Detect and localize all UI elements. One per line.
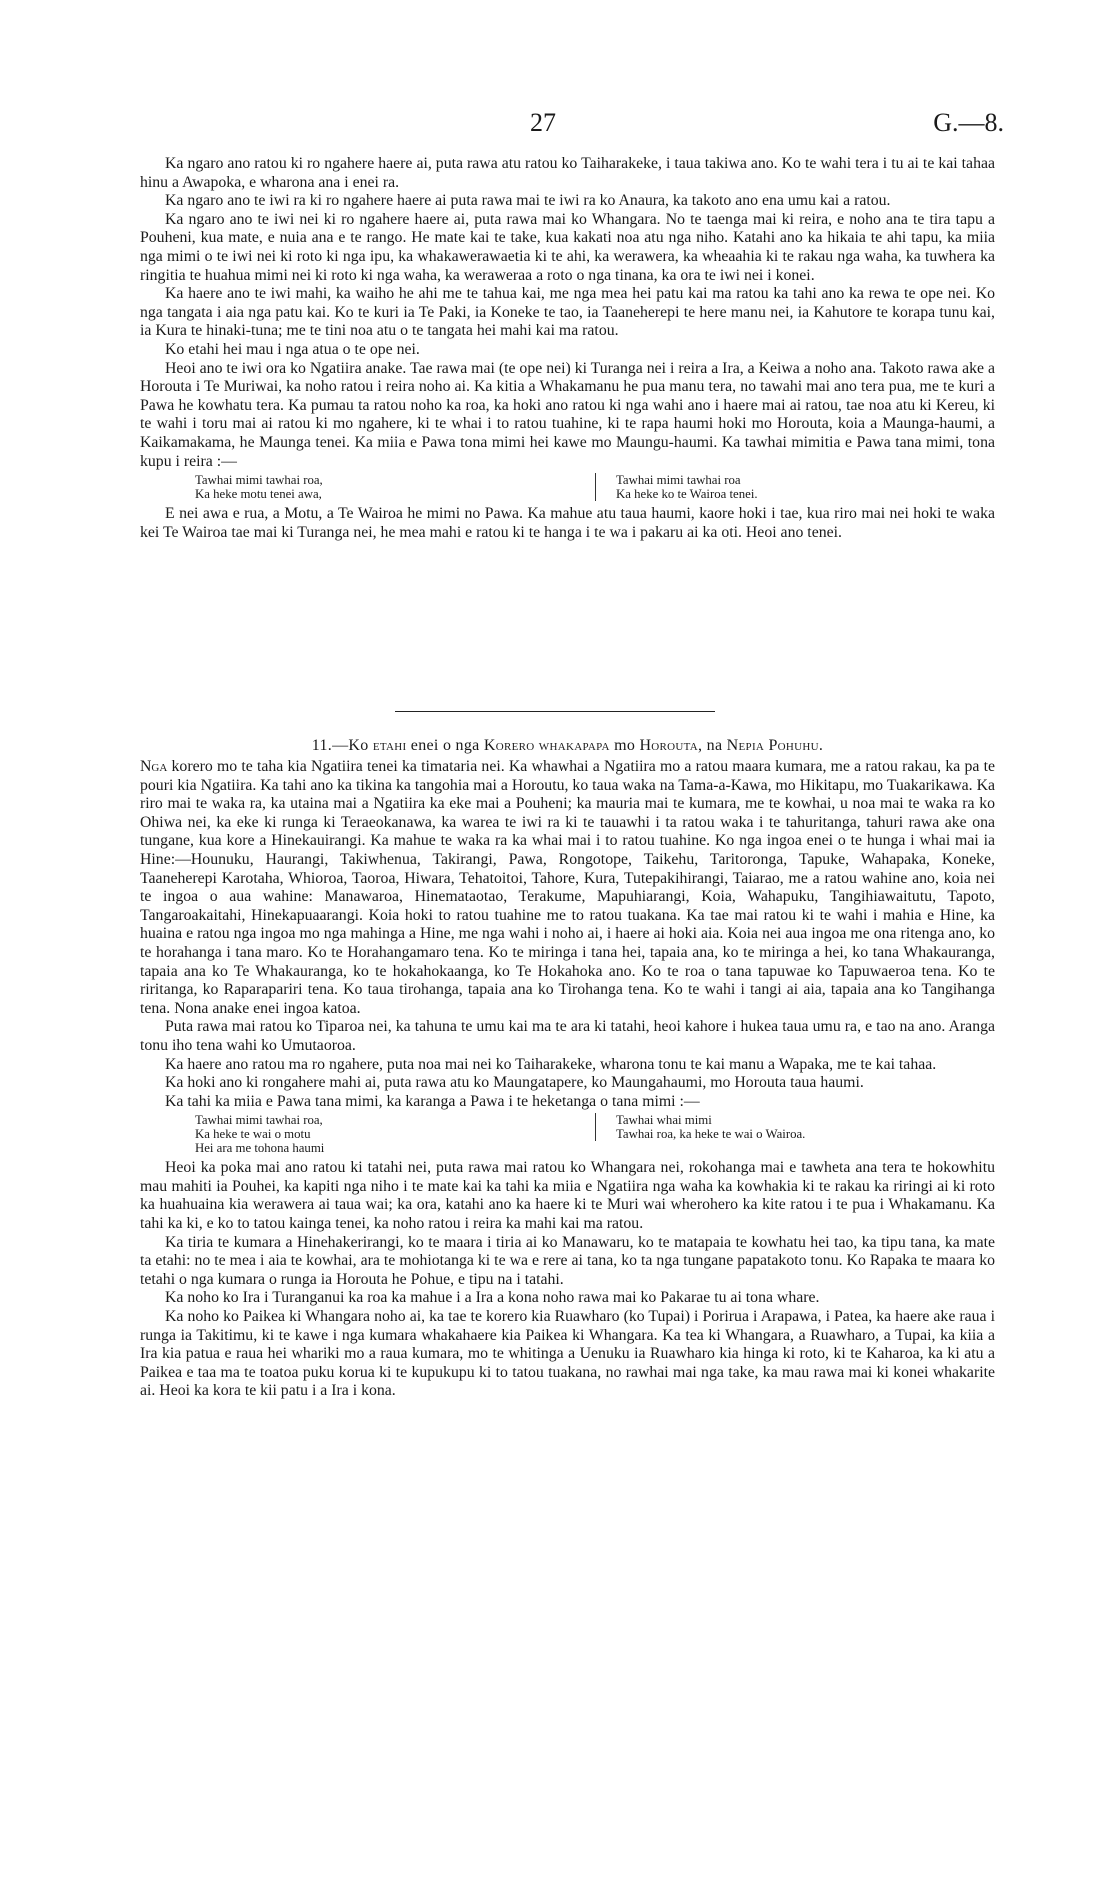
- paragraph: Ka noho ko Ira i Turanganui ka roa ka mahue i a Ira a kona noho rawa mai ko Pakarae tu ai tona whare.: [165, 1289, 820, 1307]
- chant-line: Hei ara me tohona haumi: [195, 1141, 325, 1156]
- chant-line: Tawhai mimi tawhai roa: [616, 473, 741, 488]
- section-heading: [140, 736, 995, 756]
- heading-text: etahi: [372, 737, 407, 754]
- heading-text: 11.—Ko: [311, 737, 369, 754]
- part-two: [140, 736, 995, 1401]
- document-reference: G.—8.: [933, 108, 1004, 137]
- chant-line: Tawhai whai mimi: [616, 1113, 712, 1128]
- heading-text: Horouta: [639, 737, 699, 754]
- chant-line: Ka heke motu tenei awa,: [195, 487, 322, 502]
- paragraph: Ka haere ano te iwi mahi, ka waiho he ahi me te tahua kai, me nga mea hei patu kai ma ratou ka tahi ano ka rewa te ope nei. Ko nga tangata i aia nga patu kai. Ko te kuri ia Te Paki, ia Koneke te tao, ia Taaneherepi te here manu nei, ia Kahutore te korapa tunu kai, ia Kura te hinaki-tuna; me te tini noa atu o te tangata hei mahi kai ma ratou.: [140, 285, 995, 340]
- lead-in-word: Nga: [140, 758, 168, 775]
- heading-text: Nepia Pohuhu: [726, 737, 819, 754]
- paragraph: Ka ngaro ano te iwi nei ki ro ngahere haere ai, puta rawa mai ko Whangara. No te taenga mai ki reira, e noho ana te tira tapu a Pouheni, kua mate, e nuia ana e te rango. He mate kai te take, kua kakati noa atu nga niho. Katahi ano ka hikaia te ahi tapu, ka miia nga mimi o te iwi nei ki roto ki nga ipu, ka whakawerawaetia ki te ahi, ka werawera, ka wheaahia ki te rakau nga waha, ka tuwhera ka ringitia te huahua mimi nei ki roto ki nga waha, ka weraweraa a roto o nga tinana, ka ora te iwi nei i konei.: [140, 210, 995, 284]
- paragraph: Ka ngaro ano ratou ki ro ngahere haere ai, puta rawa atu ratou ko Taiharakeke, i taua takiwa ano. Ko te wahi tera i tu ai te kai tahaa hinu a Awapoka, e wharona ana i enei ra.: [140, 155, 995, 191]
- heading-text: .: [818, 737, 824, 754]
- paragraph: Ko etahi hei mau i nga atua o te ope nei.: [165, 340, 420, 358]
- chant-line: Tawhai mimi tawhai roa,: [195, 1113, 323, 1128]
- chant-verse: [140, 1113, 995, 1155]
- chant-line: Tawhai mimi tawhai roa,: [195, 473, 323, 488]
- section-divider: [395, 711, 715, 712]
- paragraph: Ka ngaro ano te iwi ra ki ro ngahere haere ai puta rawa mai te iwi ra ko Anaura, ka takoto ano ena umu kai a ratou.: [165, 192, 891, 210]
- chant-line: Ka heke te wai o motu: [195, 1127, 311, 1142]
- paragraph: E nei awa e rua, a Motu, a Te Wairoa he mimi no Pawa. Ka mahue atu taua haumi, kaore hoki i tae, kua riro mai nei hoki te waka kei Te Wairoa tae mai ki Turanga nei, he mea mahi e ratou ki te hanga i te wa i pakaru ai ka oti. Heoi ano tenei.: [140, 505, 995, 541]
- chant-left-column: [140, 473, 595, 501]
- paragraph: Puta rawa mai ratou ko Tiparoa nei, ka tahuna te umu kai ma te ara ki tatahi, heoi kahore i hukea taua umu ra, e tao na ano. Aranga tonu iho tena wahi ko Umutaoroa.: [140, 1018, 995, 1054]
- paragraph: Ka hoki ano ki rongahere mahi ai, puta rawa atu ko Maungatapere, ko Maungahaumi, mo Horouta taua haumi.: [165, 1074, 864, 1092]
- chant-line: Tawhai roa, ka heke te wai o Wairoa.: [616, 1127, 806, 1142]
- chant-verse: [140, 473, 995, 501]
- chant-right-column: [595, 473, 758, 501]
- paragraph: Ka noho ko Paikea ki Whangara noho ai, ka tae te korero kia Ruawharo (ko Tupai) i Porirua i Arapawa, i Patea, ka haere ake raua i runga ia Takitimu, ki te kawe i nga kumara whakahaere kia Paikea ki Whangara. Ka tea ki Whangara, a Ruawharo, a Tupai, ka kiia a Ira kia patua e raua hei whariki mo a raua kumara, mo te whitinga a Uenuku ia Ruawharo kia hinga ki roto, ki te Kaharoa, ka ki atu a Paikea e taa ma te toatoa puku korua ki te kupukupu ki to tatou tuakana, no rawhai mai nga take, ka mau rawa mai ki konei whakarite ai. Heoi ka kora te kii patu i a Ira i kona.: [140, 1308, 995, 1400]
- paragraph: Ka haere ano ratou ma ro ngahere, puta noa mai nei ko Taiharakeke, wharona tonu te kai manu a Wapaka, me te kai tahaa.: [165, 1055, 937, 1073]
- part-one: [140, 155, 995, 542]
- chant-left-column: [140, 1113, 595, 1155]
- paragraph: Ka tahi ka miia e Pawa tana mimi, ka karanga a Pawa i te heketanga o tana mimi :—: [165, 1092, 700, 1110]
- paragraph: Ka tiria te kumara a Hinehakerirangi, ko te maara i tiria ai ko Manawaru, ko te matapaia te kowhatu hei tao, ka tipu tana, ka mate ta etahi: no te mea i aia te kowhai, ara te mohiotanga ki te wa e rere ai tana, ko ta nga tungane papatakoto tonu. Ko Rapaka te maara ko tetahi o nga kumara o runga ia Horouta he Pohue, e tipu na i tatahi.: [140, 1233, 995, 1288]
- page-header: [0, 108, 1114, 148]
- heading-text: Korero whakapapa: [483, 737, 610, 754]
- chant-line: Ka heke ko te Wairoa tenei.: [616, 487, 758, 502]
- paragraph-body: korero mo te taha kia Ngatiira tenei ka timataria nei. Ka whawhai a Ngatiira mo a ratou maara kumara, me a ratou rakau, ka pa te pouri kia Ngatiira. Ka tahi ano ka tikina ka tangohia mai a Horoutu, ko taua waka na Tama-a-Kawa, mo Hikitapu, mo Tuakarikawa. Ka riro mai te waka ra, ka utaina mai a Ngatiira ka eke mai a Pouheni; ka mauria mai te kumara, me te kowhai, u noa mai te waka ra ko Ohiwa nei, ka eke ki runga ki Teraeokanawa, ka warea te iwi ra ki te tauawhi i ta ratou waka i te tahuritanga, tahuri rawa ake ona tungane, kua kore a Hinekauirangi. Ka mahue te waka ra ka whai mai i to ratou tuahine. Ko nga ingoa enei o te hunga i whai mai ia Hine:—Hounuku, Haurangi, Takiwhenua, Takirangi, Pawa, Rongotope, Taikehu, Taritoronga, Tapuke, Wahapaka, Koneke, Taaneherepi Karotaha, Whioroa, Taoroa, Hiwara, Tehatoitoi, Tahore, Kura, Tutepakihirangi, Taiarao, me a ratou wahine ano, koia nei te ingoa o aua wahine: Manawaroa, Hinemataotao, Terakume, Mapuhiarangi, Koia, Wahapuku, Tangihiawaitutu, Tapoto, Tangaroakaitahi, Hinekapuaarangi. Koia hoki to ratou tuahine me to ratou tuakana. Ka tae mai ratou ki te wahi i mahia e Hine, ka huaina e ratou nga ingoa mo nga mahinga a Hine, me nga wahi i noho ai, i haere ai hoki aia. Koia nei aua ingoa me ona ritenga ano, ko te horahanga i tana maro. Ko te Horahangamaro tena. Ko te miringa i tana hei, tapaia ana, ko te miringa a hei, ko tana Whakauranga, tapaia ana ko Te Whakauranga, ko te hokahokaanga, ko Te Hokahoka ano. Ko te roa o tana tapuwae ko Tapuwaeroa tena. Ko te riritanga, ko Raparapariri tena. Ko taua tirohanga, tapaia ana ko Tirohanga tena. Ko te wahi i tangi ai aia, tapaia ana ko Tangihanga tena. Nona anake enei ingoa katoa.: [140, 758, 995, 1017]
- heading-text: enei o nga: [410, 737, 480, 754]
- chant-right-column: [595, 1113, 805, 1141]
- paragraph: [140, 758, 995, 1018]
- page-number: 27: [530, 108, 556, 137]
- heading-text: mo: [614, 737, 636, 754]
- paragraph: Heoi ka poka mai ano ratou ki tatahi nei, puta rawa mai ratou ko Whangara nei, rokohanga mai e tawheta ana tera te hokowhitu mau mahiti ia Pouhei, ka kapiti nga niho i te mate kai ka tahi ka miia e Ngatiira nga waha ka kowhakia ki te rakau ka riringi ai ki roto ka huahuaina kia werawera ai taua wai; ka ora, katahi ano ka haere ki te Muri wai wherohero ka kite ratou i te pua i Whakamanu. Ka tahi ka ki, e ko to tatou kainga tenei, ka noho ratou i reira ka mahi kai ma ratou.: [140, 1159, 995, 1233]
- heading-text: , na: [698, 737, 723, 754]
- paragraph: Heoi ano te iwi ora ko Ngatiira anake. Tae rawa mai (te ope nei) ki Turanga nei i reira a Ira, a Keiwa a noho ana. Takoto rawa ake a Horouta i Te Muriwai, ka noho ratou i reira noho ai. Ka kitia a Whakamanu he pua manu tera, no tawahi mai ano tera pua, me te kuri a Pawa he kowhatu tera. Ka pumau ta ratou noho ka roa, ka hoki ano ratou ki nga wahi ano i haere mai ai ratou, tae noa atu ki Kereu, ki te wahi i toru mai ai ratou ki mo ngahere, ki te whai i to ratou tuahine, ki te rapa haumi hoki mo Horouta, koia a Maunga-haumi, a Kaikamakama, he Maunga tenei. Ka miia e Pawa tona mimi hei kawe mo Maungu-haumi. Ka tawhai mimitia e Pawa tana mimi, tona kupu i reira :—: [140, 359, 995, 470]
